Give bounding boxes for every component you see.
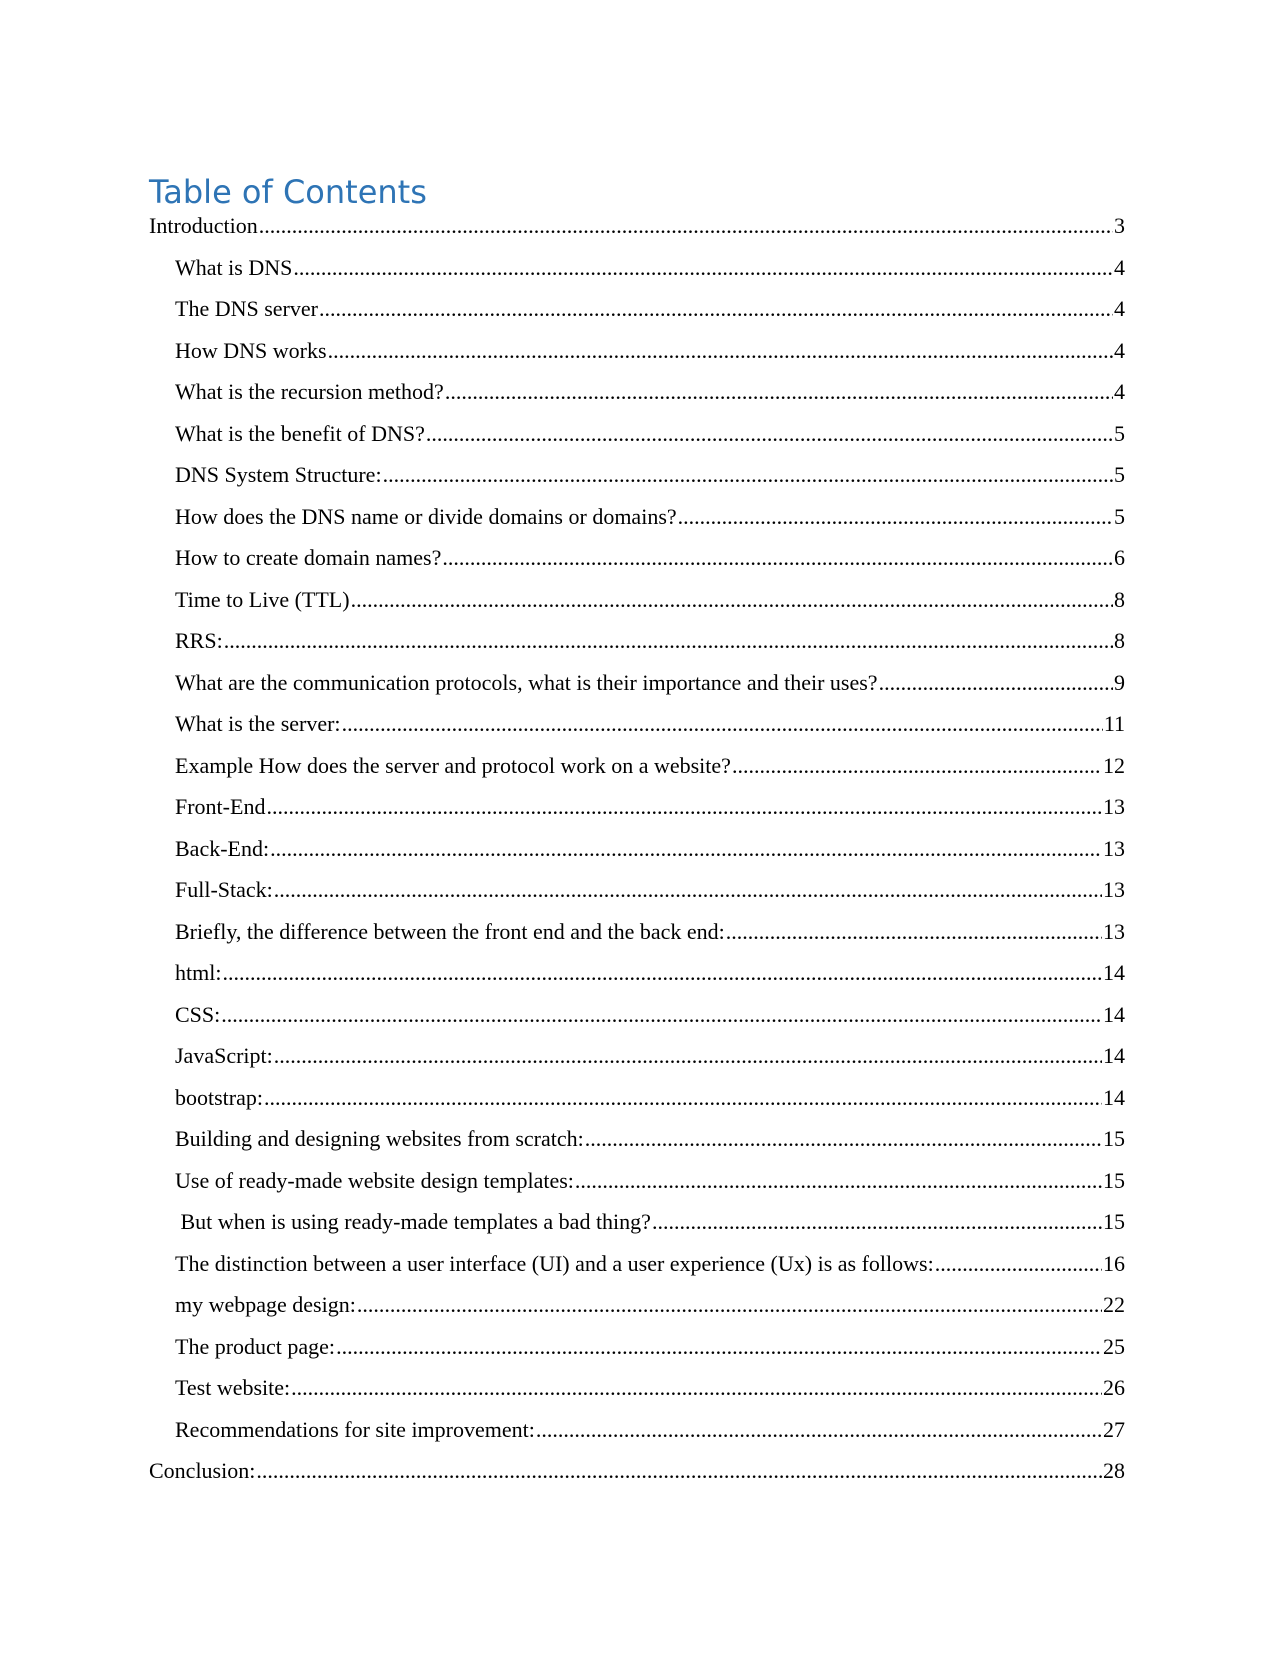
toc-entry[interactable]: [149, 421, 1125, 463]
toc-entry[interactable]: [149, 670, 1125, 712]
toc-entry-title: The product page:: [175, 1333, 336, 1359]
toc-entry-page-number: 4: [1114, 379, 1125, 404]
toc-dot-leader: [536, 1417, 1102, 1443]
toc-dot-leader: [264, 1085, 1102, 1111]
toc-entry-title: Recommendations for site improvement:: [175, 1416, 535, 1442]
toc-entry-title: How does the DNS name or divide domains or domains?: [175, 503, 677, 529]
toc-list: [149, 213, 1125, 1500]
toc-dot-leader: [291, 1375, 1102, 1401]
toc-dot-leader: [274, 877, 1102, 903]
toc-entry-page-number: 13: [1103, 918, 1125, 944]
toc-entry-page-number: 14: [1103, 1001, 1125, 1027]
toc-entry-title: What are the communication protocols, what is their importance and their uses?: [175, 669, 878, 695]
toc-entry-page-number: 14: [1103, 960, 1125, 985]
toc-entry[interactable]: [149, 1002, 1125, 1044]
toc-dot-leader: [575, 1168, 1102, 1194]
toc-entry-title: But when is using ready-made templates a bad thing?: [175, 1209, 651, 1234]
toc-dot-leader: [221, 1002, 1102, 1028]
toc-entry-page-number: 5: [1114, 503, 1125, 529]
toc-entry-title: Test website:: [175, 1375, 291, 1400]
toc-entry-title: Use of ready-made website design templates:: [175, 1167, 574, 1193]
toc-entry-title: html:: [175, 960, 222, 985]
toc-entry-title: CSS:: [175, 1001, 221, 1027]
toc-entry-title: How to create domain names?: [175, 545, 442, 570]
toc-entry[interactable]: [149, 587, 1125, 629]
toc-entry-title: Example How does the server and protocol work on a website?: [175, 752, 731, 778]
toc-entry[interactable]: [149, 1043, 1125, 1085]
toc-entry-title: Conclusion:: [149, 1458, 256, 1483]
toc-dot-leader: [678, 504, 1113, 530]
toc-entry[interactable]: [149, 794, 1125, 836]
toc-entry-page-number: 14: [1103, 1084, 1125, 1110]
toc-entry[interactable]: [149, 1334, 1125, 1376]
toc-dot-leader: [383, 462, 1113, 488]
toc-entry-page-number: 27: [1103, 1416, 1125, 1442]
toc-entry-page-number: 26: [1103, 1375, 1125, 1400]
toc-entry-page-number: 16: [1103, 1250, 1125, 1276]
toc-entry-page-number: 15: [1103, 1126, 1125, 1151]
toc-entry-page-number: 15: [1103, 1209, 1125, 1234]
toc-dot-leader: [357, 1292, 1102, 1318]
toc-dot-leader: [342, 711, 1103, 737]
toc-entry-title: What is the recursion method?: [175, 379, 444, 404]
toc-dot-leader: [879, 670, 1113, 696]
toc-entry[interactable]: [149, 836, 1125, 878]
toc-entry-title: Full-Stack:: [175, 877, 273, 902]
toc-dot-leader: [222, 960, 1102, 986]
toc-dot-leader: [319, 296, 1113, 322]
toc-entry-page-number: 4: [1114, 296, 1125, 321]
toc-entry-page-number: 8: [1114, 628, 1125, 653]
toc-entry-page-number: 12: [1103, 752, 1125, 778]
toc-entry[interactable]: [149, 1375, 1125, 1417]
toc-entry[interactable]: [149, 1458, 1125, 1500]
toc-entry-page-number: 5: [1114, 420, 1125, 446]
toc-dot-leader: [270, 836, 1102, 862]
toc-dot-leader: [224, 628, 1113, 654]
toc-dot-leader: [726, 919, 1102, 945]
toc-entry-title: my webpage design:: [175, 1292, 356, 1317]
toc-dot-leader: [256, 1458, 1102, 1484]
toc-entry[interactable]: [149, 462, 1125, 504]
toc-entry-title: DNS System Structure:: [175, 462, 382, 487]
toc-entry-page-number: 25: [1103, 1333, 1125, 1359]
toc-entry-page-number: 14: [1103, 1043, 1125, 1068]
toc-entry[interactable]: [149, 1126, 1125, 1168]
toc-entry-page-number: 11: [1103, 711, 1125, 736]
toc-entry-page-number: 8: [1114, 586, 1125, 612]
toc-entry-title: Briefly, the difference between the front end and the back end:: [175, 918, 725, 944]
toc-dot-leader: [259, 213, 1113, 239]
toc-entry[interactable]: [149, 1168, 1125, 1210]
toc-entry-title: The distinction between a user interface (UI) and a user experience (Ux) is as follows:: [175, 1250, 934, 1276]
toc-entry-page-number: 5: [1114, 462, 1125, 487]
toc-entry[interactable]: [149, 877, 1125, 919]
toc-entry-page-number: 13: [1103, 794, 1125, 819]
toc-entry-page-number: 4: [1114, 337, 1125, 363]
toc-entry-title: How DNS works: [175, 337, 327, 363]
toc-entry-title: Introduction: [149, 213, 258, 238]
toc-entry[interactable]: [149, 711, 1125, 753]
toc-dot-leader: [426, 421, 1113, 447]
toc-dot-leader: [336, 1334, 1102, 1360]
toc-entry-title: What is DNS: [175, 254, 293, 280]
toc-entry[interactable]: [149, 960, 1125, 1002]
toc-entry-page-number: 28: [1103, 1458, 1125, 1483]
toc-entry-title: RRS:: [175, 628, 223, 653]
toc-entry[interactable]: [149, 1251, 1125, 1293]
toc-dot-leader: [442, 545, 1113, 571]
toc-entry[interactable]: [149, 753, 1125, 795]
toc-dot-leader: [351, 587, 1113, 613]
toc-entry-page-number: 6: [1114, 545, 1125, 570]
toc-dot-leader: [935, 1251, 1102, 1277]
toc-entry[interactable]: [149, 628, 1125, 670]
toc-entry-page-number: 13: [1103, 835, 1125, 861]
toc-entry-page-number: 13: [1103, 877, 1125, 902]
toc-entry[interactable]: [149, 1292, 1125, 1334]
toc-entry[interactable]: [149, 1085, 1125, 1127]
toc-entry-title: bootstrap:: [175, 1084, 263, 1110]
toc-dot-leader: [293, 255, 1113, 281]
toc-entry-title: Building and designing websites from scratch:: [175, 1126, 584, 1151]
toc-entry-title: Front-End: [175, 794, 266, 819]
toc-entry[interactable]: [149, 213, 1125, 255]
toc-entry-title: What is the server:: [175, 711, 341, 736]
toc-entry-page-number: 9: [1114, 669, 1125, 695]
toc-dot-leader: [445, 379, 1113, 405]
toc-entry-title: Time to Live (TTL): [175, 586, 350, 612]
toc-entry[interactable]: [149, 1417, 1125, 1459]
toc-entry[interactable]: [149, 504, 1125, 546]
toc-dot-leader: [266, 794, 1102, 820]
toc-entry-page-number: 3: [1114, 213, 1125, 238]
toc-dot-leader: [652, 1209, 1102, 1235]
toc-entry[interactable]: [149, 379, 1125, 421]
toc-entry-title: JavaScript:: [175, 1043, 273, 1068]
toc-entry[interactable]: [149, 255, 1125, 297]
toc-dot-leader: [274, 1043, 1102, 1069]
toc-entry[interactable]: [149, 296, 1125, 338]
toc-dot-leader: [585, 1126, 1102, 1152]
toc-dot-leader: [328, 338, 1113, 364]
toc-title: Table of Contents: [149, 173, 427, 211]
toc-dot-leader: [732, 753, 1102, 779]
toc-entry-title: What is the benefit of DNS?: [175, 420, 425, 446]
toc-entry-page-number: 4: [1114, 254, 1125, 280]
toc-entry-page-number: 15: [1103, 1167, 1125, 1193]
toc-entry[interactable]: [149, 1209, 1125, 1251]
toc-entry-title: The DNS server: [175, 296, 318, 321]
toc-entry-page-number: 22: [1103, 1292, 1125, 1317]
toc-entry-title: Back-End:: [175, 835, 270, 861]
toc-entry[interactable]: [149, 545, 1125, 587]
toc-entry[interactable]: [149, 338, 1125, 380]
toc-entry[interactable]: [149, 919, 1125, 961]
